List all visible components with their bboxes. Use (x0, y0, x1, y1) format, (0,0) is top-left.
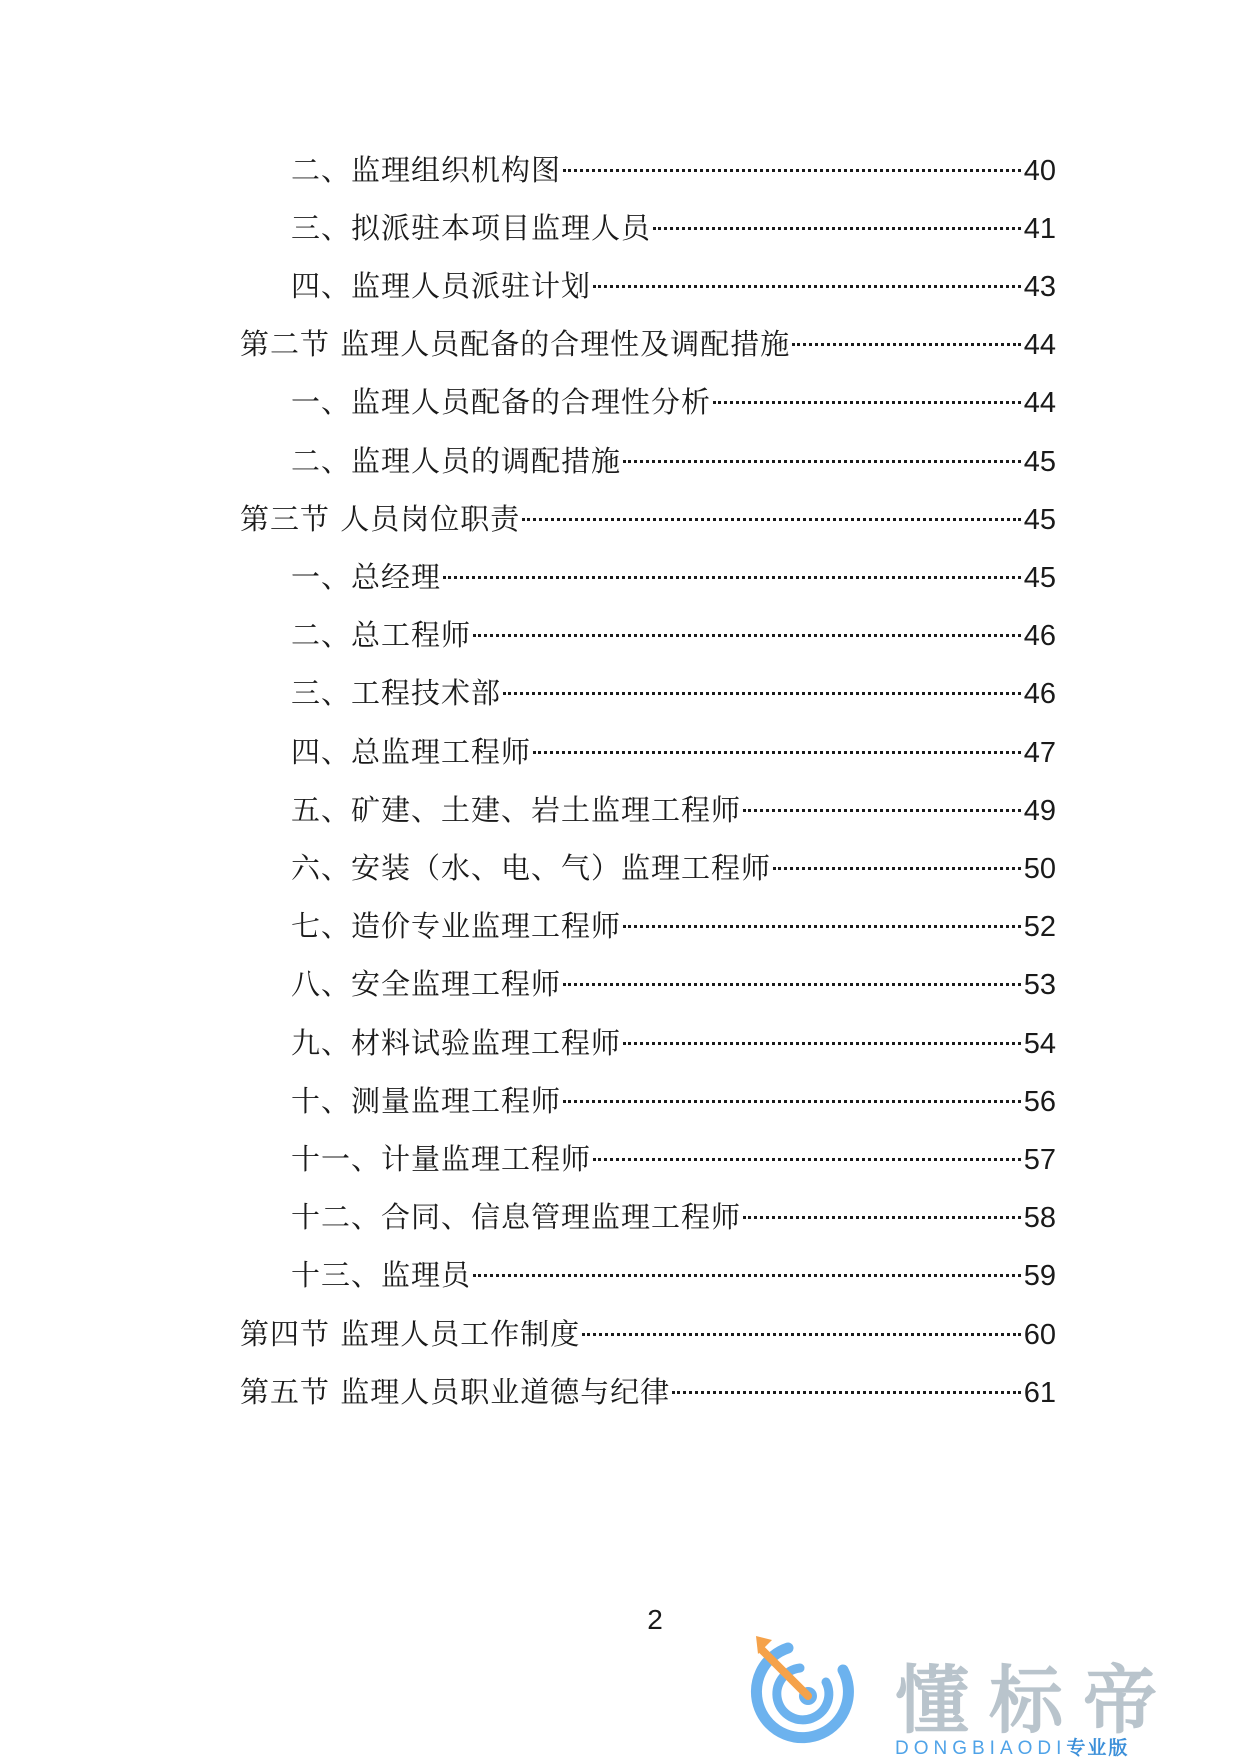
toc-entry[interactable] (0, 1134, 1241, 1184)
toc-entry-title: 八、安全监理工程师 (291, 967, 562, 1002)
toc-entry[interactable] (0, 611, 1241, 661)
toc-dot-leader (593, 1158, 1021, 1161)
toc-entry-title: 十一、计量监理工程师 (291, 1141, 592, 1176)
toc-entry-page: 54 (1023, 1027, 1056, 1060)
toc-entry[interactable] (0, 960, 1241, 1010)
toc-entry-page: 53 (1023, 969, 1056, 1002)
toc-entry-page: 45 (1023, 445, 1056, 478)
toc-dot-leader (672, 1391, 1021, 1394)
target-arrow-icon (748, 1630, 868, 1750)
toc-entry[interactable] (0, 669, 1241, 719)
page-number: 2 (647, 1604, 663, 1635)
toc-dot-leader (563, 983, 1021, 986)
toc-entry-page: 57 (1023, 1143, 1056, 1176)
toc-entry[interactable] (0, 436, 1241, 486)
toc-dot-leader (623, 1042, 1021, 1045)
toc-entry[interactable] (0, 902, 1241, 952)
watermark (740, 1630, 1240, 1759)
toc-entry-page: 46 (1023, 678, 1056, 711)
toc-entry-title: 二、总工程师 (291, 618, 472, 653)
toc-dot-leader (473, 634, 1021, 637)
toc-entry-title: 三、工程技术部 (291, 676, 502, 711)
toc-dot-leader (623, 460, 1021, 463)
watermark-edition: 专业版 (1066, 1738, 1130, 1759)
toc-entry-page: 49 (1023, 794, 1056, 827)
toc-entry[interactable] (0, 785, 1241, 835)
toc-entry-page: 45 (1023, 503, 1056, 536)
toc-entry[interactable] (0, 1367, 1241, 1417)
toc-entry[interactable] (0, 203, 1241, 253)
toc-dot-leader (593, 285, 1021, 288)
toc-dot-leader (743, 809, 1021, 812)
toc-entry-page: 44 (1023, 329, 1056, 362)
toc-entry[interactable] (0, 1076, 1241, 1126)
toc-entry-title: 第五节 监理人员职业道德与纪律 (240, 1374, 671, 1409)
toc-entry-title: 六、安装（水、电、气）监理工程师 (291, 850, 772, 885)
toc-entry[interactable] (0, 1309, 1241, 1359)
toc-entry[interactable] (0, 1251, 1241, 1301)
toc-entry[interactable] (0, 494, 1241, 544)
toc-dot-leader (653, 227, 1021, 230)
toc-entry-page: 50 (1023, 852, 1056, 885)
toc-dot-leader (582, 1333, 1021, 1336)
toc-dot-leader (713, 401, 1021, 404)
toc-dot-leader (792, 343, 1021, 346)
watermark-tagline (895, 1733, 1129, 1760)
toc-entry-page: 58 (1023, 1202, 1056, 1235)
toc-entry-title: 七、造价专业监理工程师 (291, 909, 622, 944)
toc-entry-page: 41 (1023, 212, 1056, 245)
toc-entry-page: 44 (1023, 387, 1056, 420)
toc-entry[interactable] (0, 145, 1241, 195)
toc-dot-leader (473, 1274, 1021, 1277)
toc-dot-leader (773, 867, 1021, 870)
toc-entry-page: 40 (1023, 154, 1056, 187)
watermark-latin: DONGBIAODI (895, 1738, 1067, 1759)
toc-entry-title: 三、拟派驻本项目监理人员 (291, 210, 652, 245)
toc-entry[interactable] (0, 261, 1241, 311)
toc-entry-title: 第四节 监理人员工作制度 (240, 1316, 581, 1351)
toc-entry-title: 一、监理人员配备的合理性分析 (291, 385, 712, 420)
toc-entry-title: 二、监理人员的调配措施 (291, 443, 622, 478)
toc-entry-page: 46 (1023, 620, 1056, 653)
toc-dot-leader (563, 1100, 1021, 1103)
toc-entry[interactable] (0, 378, 1241, 428)
toc-entry-title: 第三节 人员岗位职责 (240, 501, 521, 536)
toc-entry-page: 47 (1023, 736, 1056, 769)
toc-entry-page: 56 (1023, 1085, 1056, 1118)
toc-entry-page: 60 (1023, 1318, 1056, 1351)
toc-dot-leader (503, 692, 1021, 695)
toc-entry-page: 45 (1023, 561, 1056, 594)
toc-entry-title: 二、监理组织机构图 (291, 152, 562, 187)
toc-entry[interactable] (0, 727, 1241, 777)
toc-entry-page: 59 (1023, 1260, 1056, 1293)
toc-dot-leader (563, 169, 1021, 172)
toc-entry-page: 61 (1023, 1376, 1056, 1409)
toc-entry-title: 第二节 监理人员配备的合理性及调配措施 (240, 327, 791, 362)
toc-entry-title: 四、总监理工程师 (291, 734, 532, 769)
toc-entry-title: 九、材料试验监理工程师 (291, 1025, 622, 1060)
toc-entry-page: 43 (1023, 270, 1056, 303)
toc-entry-title: 十、测量监理工程师 (291, 1083, 562, 1118)
toc-entry-title: 十二、合同、信息管理监理工程师 (291, 1200, 742, 1235)
toc-entry[interactable] (0, 320, 1241, 370)
toc-dot-leader (522, 518, 1021, 521)
toc-entry[interactable] (0, 843, 1241, 893)
toc-entry[interactable] (0, 552, 1241, 602)
toc-dot-leader (443, 576, 1021, 579)
toc-entry-title: 五、矿建、土建、岩土监理工程师 (291, 792, 742, 827)
toc-entry[interactable] (0, 1018, 1241, 1068)
toc-entry-title: 四、监理人员派驻计划 (291, 268, 592, 303)
watermark-brand: 懂标帝 (895, 1658, 1177, 1744)
toc-dot-leader (533, 751, 1021, 754)
toc-entry-title: 一、总经理 (291, 559, 442, 594)
toc-entry-title: 十三、监理员 (291, 1258, 472, 1293)
toc-dot-leader (623, 925, 1021, 928)
toc-dot-leader (743, 1216, 1021, 1219)
toc-entry-page: 52 (1023, 911, 1056, 944)
toc-entry[interactable] (0, 1193, 1241, 1243)
